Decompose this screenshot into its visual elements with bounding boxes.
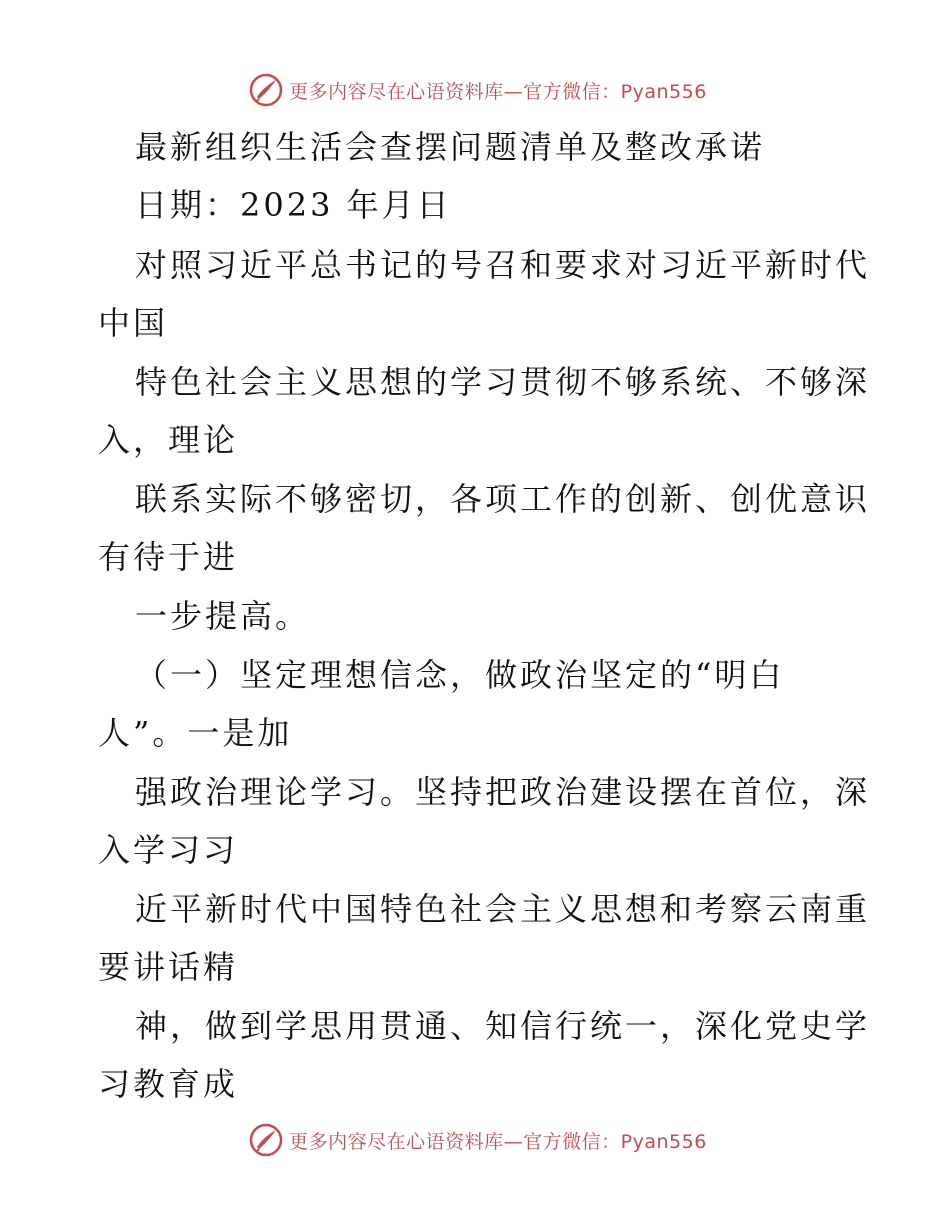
paragraph-line: 入学习习 [98, 831, 239, 869]
quill-seal-icon [249, 73, 283, 107]
paragraph-line: 强政治理论学习。坚持把政治建设摆在首位，深 [135, 773, 871, 811]
paragraph-line: 有待于进 [98, 538, 239, 576]
header-banner [0, 70, 950, 110]
paragraph-line: 一步提高。 [135, 597, 311, 635]
footer-banner [0, 1120, 950, 1160]
paragraph-line: 神，做到学思用贯通、知信行统一，深化党史学 [135, 1007, 871, 1045]
paragraph-line: 中国 [98, 304, 169, 342]
footer-banner-text: 更多内容尽在心语资料库—官方微信：Pyan556 [289, 1130, 707, 1153]
paragraph-line: 对照习近平总书记的号召和要求对习近平新时代 [135, 246, 871, 284]
paragraph-line: 要讲话精 [98, 948, 239, 986]
paragraph-line: 近平新时代中国特色社会主义思想和考察云南重 [135, 890, 871, 928]
paragraph-line: （一）坚定理想信念，做政治坚定的“明白 [135, 656, 785, 694]
paragraph-line: 特色社会主义思想的学习贯彻不够系统、不够深 [135, 363, 871, 401]
document-title: 最新组织生活会查摆问题清单及整改承诺 [135, 128, 766, 166]
paragraph-line: 联系实际不够密切，各项工作的创新、创优意识 [135, 480, 871, 518]
paragraph-line: 习教育成 [98, 1065, 239, 1103]
paragraph-line: 人”。一是加 [98, 714, 293, 752]
paragraph-line: 入，理论 [98, 421, 239, 459]
header-banner-text: 更多内容尽在心语资料库—官方微信：Pyan556 [289, 80, 707, 103]
quill-seal-icon [249, 1123, 283, 1157]
date-line: 日期：2023 年月日 [135, 186, 452, 224]
